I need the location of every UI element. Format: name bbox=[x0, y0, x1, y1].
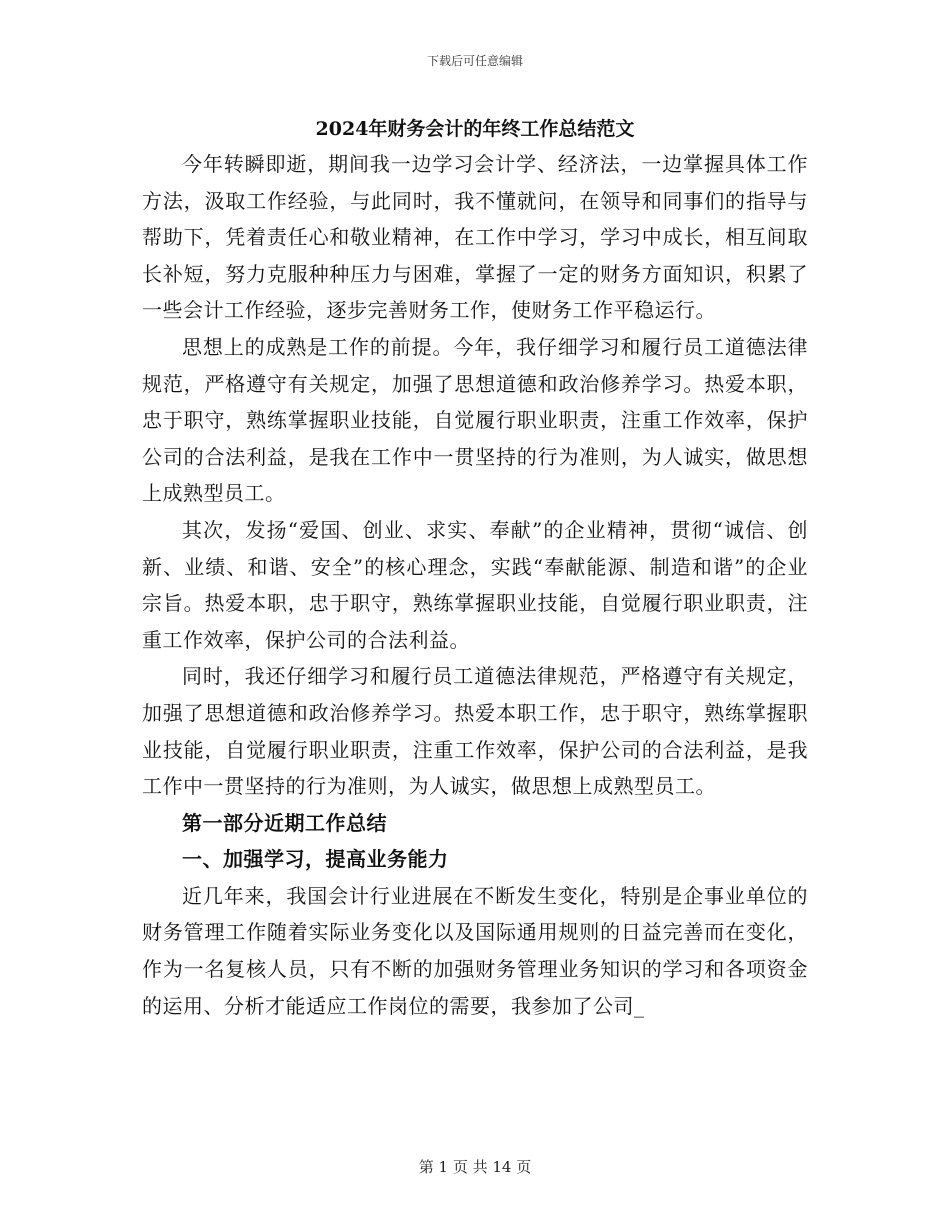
paragraph-ethics: 同时，我还仔细学习和履行员工道德法律规范，严格遵守有关规定，加强了思想道德和政治修养学习。热爱本职工作，忠于职守，熟练掌握职业技能，自觉履行职业职责，注重工作效率，保护公司的合法利益，是我工作中一贯坚持的行为准则，为人诚实，做思想上成熟型员工。 bbox=[142, 664, 808, 799]
subsection-heading: 一、加强学习，提高业务能力 bbox=[182, 847, 449, 872]
header-note: 下载后可任意编辑 bbox=[426, 54, 523, 68]
paragraph-intro: 今年转瞬即逝，期间我一边学习会计学、经济法，一边掌握具体工作方法，汲取工作经验，与此同时，我不懂就问，在领导和同事们的指导与帮助下，凭着责任心和敬业精神，在工作中学习，学习中成长，相互间取长补短，努力克服种种压力与困难，掌握了一定的财务方面知识，积累了一些会计工作经验，逐步完善财务工作，使财务工作平稳运行。 bbox=[142, 152, 808, 323]
document-title: 2024年财务会计的年终工作总结范文 bbox=[315, 118, 635, 140]
paragraph-learning: 近几年来，我国会计行业进展在不断发生变化，特别是企事业单位的财务管理工作随着实际业务变化以及国际通用规则的日益完善而在变化，作为一名复核人员，只有不断的加强财务管理业务知识的学习和各项资金的运用、分析才能适应工作岗位的需要，我参加了公司_ bbox=[142, 883, 808, 1018]
page-number: 第 1 页 共 14 页 bbox=[418, 1158, 532, 1176]
section-heading: 第一部分近期工作总结 bbox=[182, 810, 387, 835]
paragraph-spirit: 其次，发扬“爱国、创业、求实、奉献”的企业精神，贯彻“诚信、创新、业绩、和谐、安全”的核心理念，实践“奉献能源、制造和谐”的企业宗旨。热爱本职，忠于职守，熟练掌握职业技能，自觉履行职业职责，注重工作效率，保护公司的合法利益。 bbox=[142, 517, 808, 652]
document-body bbox=[142, 112, 808, 1024]
paragraph-thought: 思想上的成熟是工作的前提。今年，我仔细学习和履行员工道德法律规范，严格遵守有关规定，加强了思想道德和政治修养学习。热爱本职，忠于职守，熟练掌握职业技能，自觉履行职业职责，注重工作效率，保护公司的合法利益，是我在工作中一贯坚持的行为准则，为人诚实，做思想上成熟型员工。 bbox=[142, 334, 808, 506]
